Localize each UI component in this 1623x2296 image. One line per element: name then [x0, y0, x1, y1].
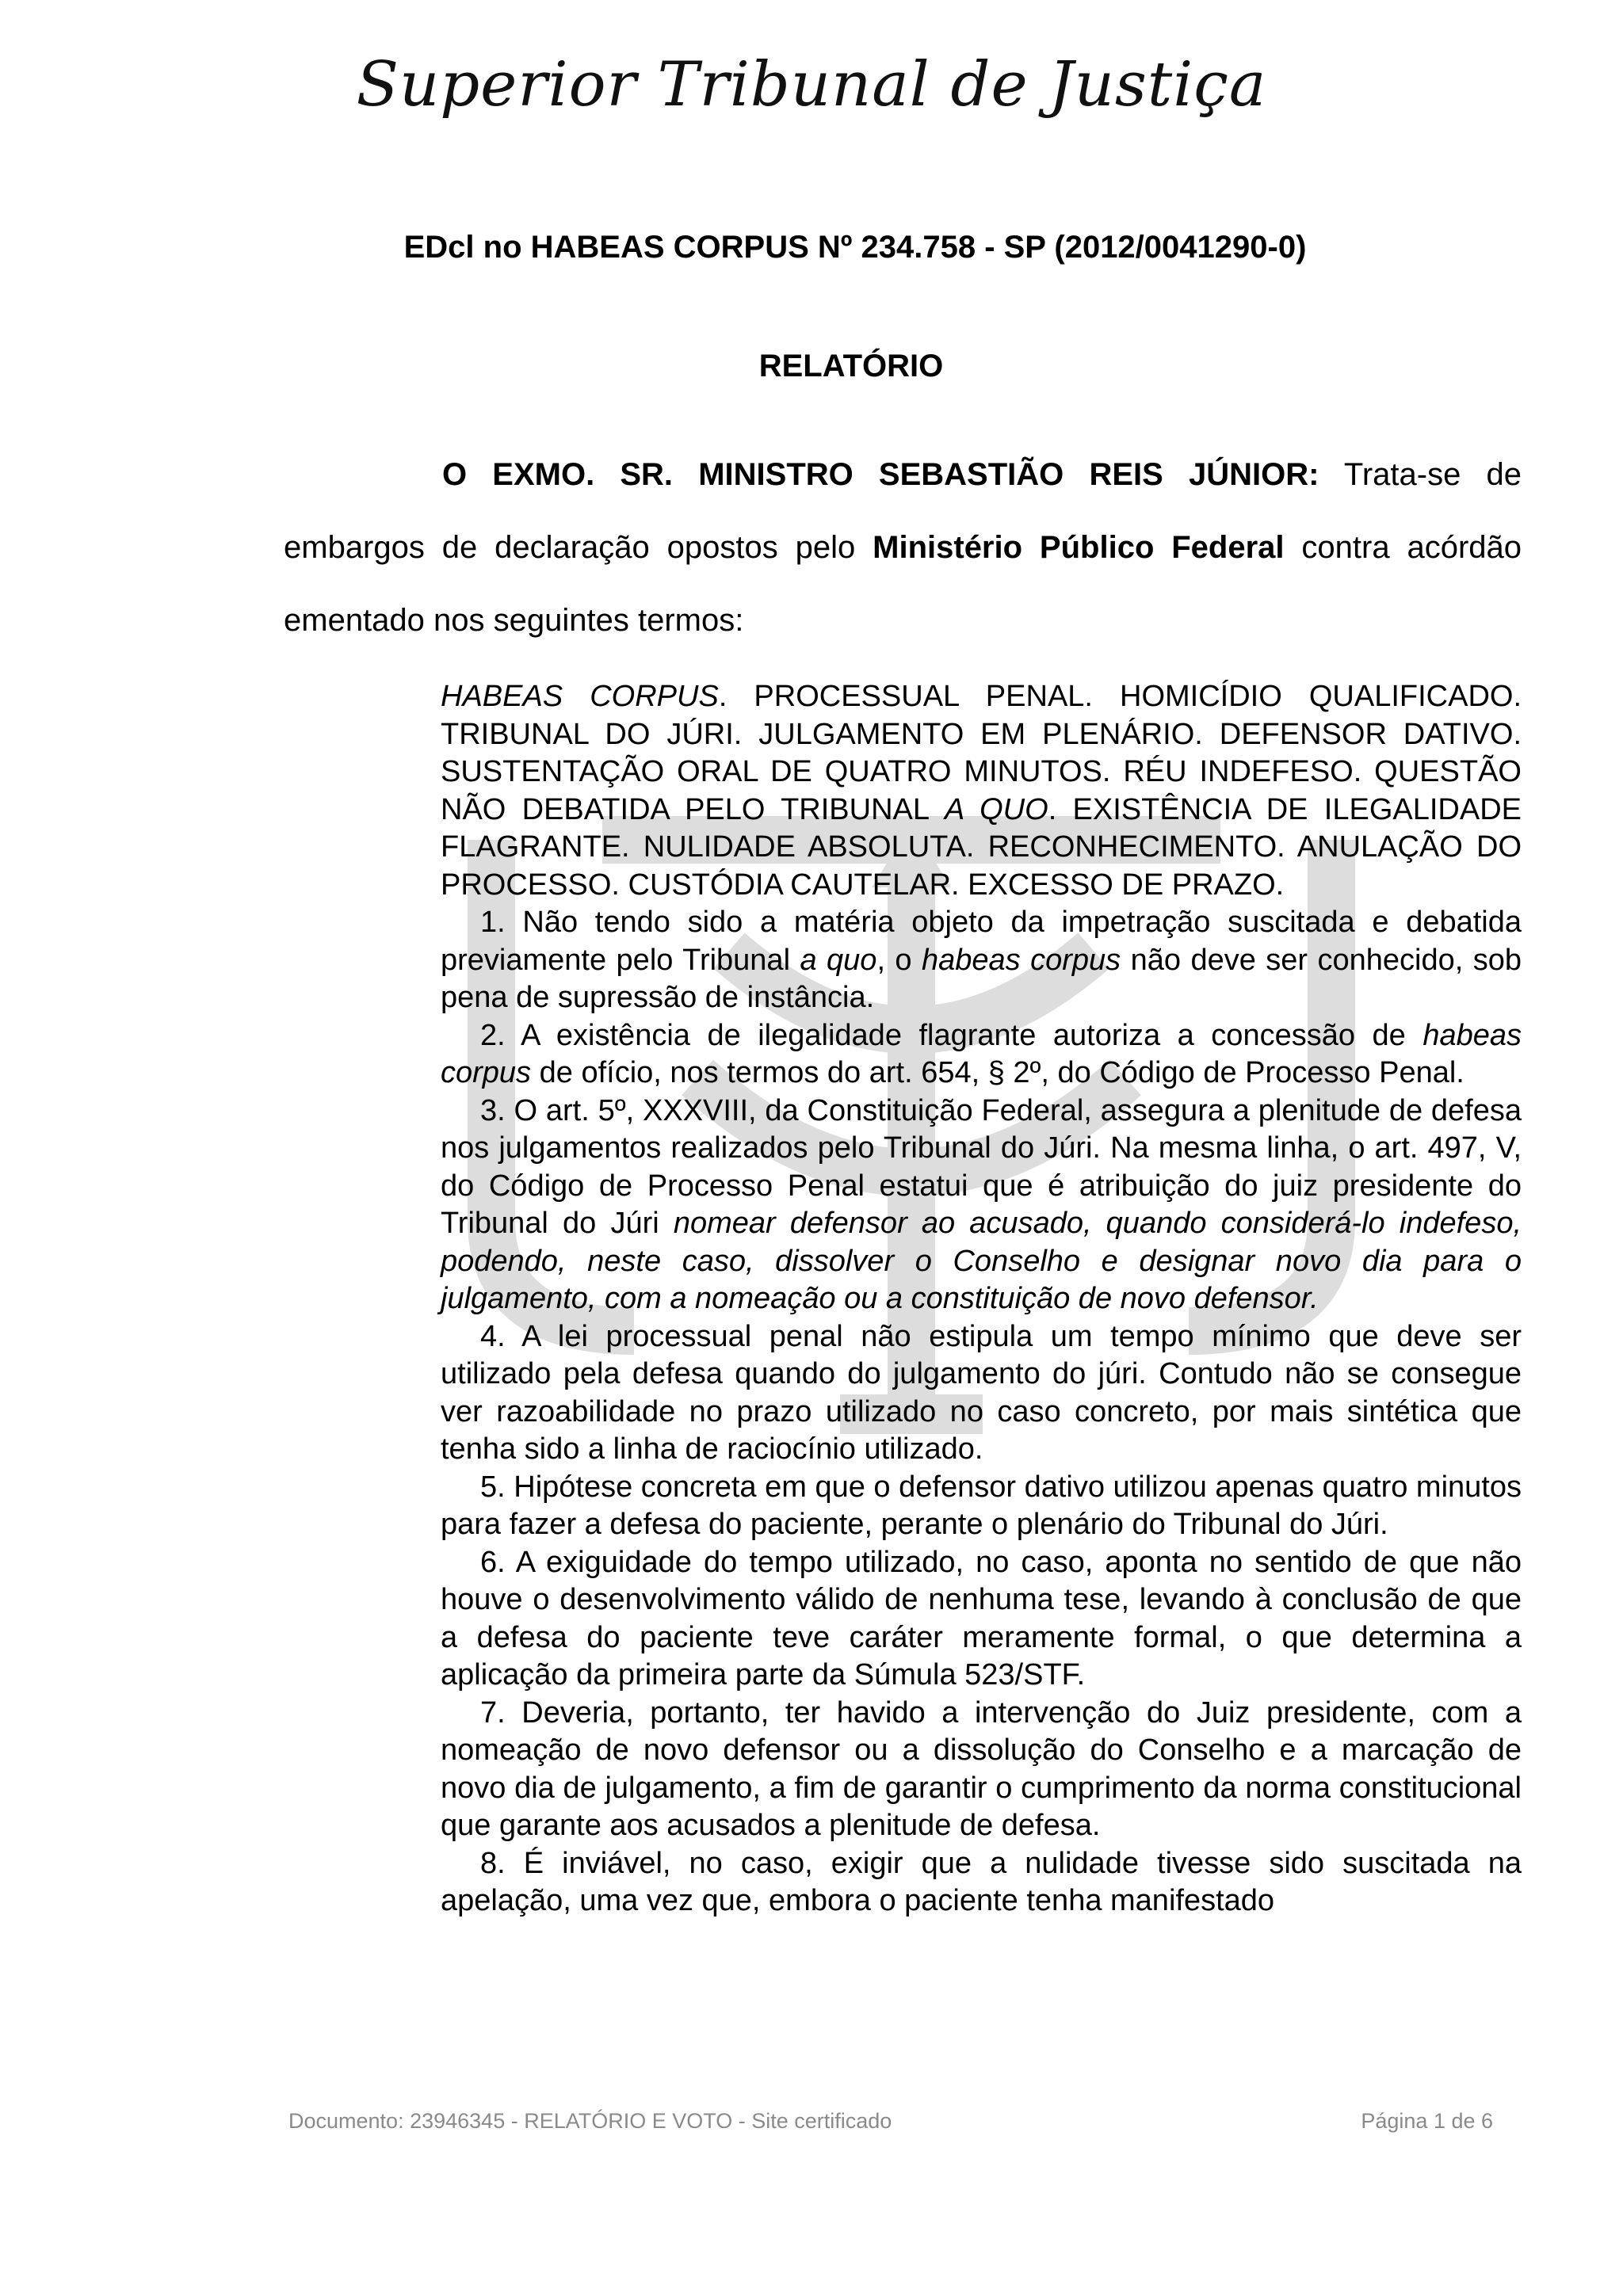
item1-text-a: 1. Não tendo sido a matéria objeto da impetração suscitada e debatida previamente pelo Tribunal	[441, 906, 1522, 977]
intro-paragraph	[284, 438, 1522, 657]
item2-text-a: 2. A existência de ilegalidade flagrante autoriza a concessão de	[480, 1018, 1423, 1052]
ementa-head-3: A QUO	[944, 792, 1048, 826]
ementa-block	[441, 678, 1522, 1920]
item2-text-b: habeas corpus	[441, 1018, 1522, 1089]
ementa-item-8: 8. É inviável, no caso, exigir que a nulidade tivesse sido suscitada na apelação, uma vez que, embora o paciente tenha manifestado	[441, 1846, 1522, 1917]
ementa-item-7: 7. Deveria, portanto, ter havido a intervenção do Juiz presidente, com a nomeação de novo defensor ou a dissolução do Conselho e a marcação de novo dia de julgamento, a fim de garantir o cumprimento da norma constitucional que garante aos acusados a plenitude de defesa.	[441, 1695, 1522, 1842]
ementa-item-4: 4. A lei processual penal não estipula um tempo mínimo que deve ser utilizado pela defesa quando do julgamento do júri. Contudo não se consegue ver razoabilidade no prazo utilizado no caso concreto, por mais sintética que tenha sido a linha de raciocínio utilizado.	[441, 1319, 1522, 1466]
party-name: Ministério Público Federal	[873, 530, 1285, 565]
item1-text-c: , o	[876, 943, 922, 977]
ementa-headnote	[441, 678, 1522, 904]
document-title: EDcl no HABEAS CORPUS Nº 234.758 - SP (2012/0041290-0)	[403, 230, 1307, 265]
speaker-name: O EXMO. SR. MINISTRO SEBASTIÃO REIS JÚNIOR:	[442, 457, 1319, 492]
ementa-head-1: HABEAS CORPUS	[441, 680, 719, 713]
ementa-item-2	[441, 1017, 1522, 1093]
ementa-head-4: . EXISTÊNCIA DE ILEGALIDADE FLAGRANTE. NULIDADE ABSOLUTA. RECONHECIMENTO. ANULAÇÃO DO PROCESSO. CUSTÓDIA CAUTELAR. EXCESSO DE PRAZO.	[441, 792, 1522, 902]
footer-page-number: Página 1 de 6	[1361, 2109, 1493, 2133]
item3-text-b: nomear defensor ao acusado, quando considerá-lo indefeso, podendo, neste caso, dissolver o Conselho e designar novo dia para o julgamento, com a nomeação ou a constituição de novo defensor.	[441, 1207, 1522, 1315]
item3-text-a: 3. O art. 5º, XXXVIII, da Constituição Federal, assegura a plenitude de defesa nos julgamentos realizados pelo Tribunal do Júri. Na mesma linha, o art. 497, V, do Código de Processo Penal estatui que é atribuição do juiz presidente do Tribunal do Júri	[441, 1093, 1522, 1240]
item1-text-d: habeas corpus	[922, 943, 1121, 977]
intro-text-1: Trata-se de embargos de declaração opostos pelo	[284, 457, 1522, 565]
section-heading: RELATÓRIO	[758, 349, 944, 383]
court-name-header: Superior Tribunal de Justiça	[356, 49, 1267, 120]
page-footer	[288, 2109, 1493, 2134]
ementa-item-6: 6. A exiguidade do tempo utilizado, no caso, aponta no sentido de que não houve o desenvolvimento válido de nenhuma tese, levando à conclusão de que a defesa do paciente teve caráter meramente formal, o que determina a aplicação da primeira parte da Súmula 523/STF.	[441, 1545, 1522, 1691]
item1-text-e: não deve ser conhecido, sob pena de supressão de instância.	[441, 943, 1522, 1014]
ementa-item-1	[441, 904, 1522, 1017]
footer-document-info: Documento: 23946345 - RELATÓRIO E VOTO - Site certificado	[288, 2109, 892, 2133]
intro-text-2: contra acórdão ementado nos seguintes termos:	[284, 530, 1522, 638]
ementa-head-2: . PROCESSUAL PENAL. HOMICÍDIO QUALIFICADO. TRIBUNAL DO JÚRI. JULGAMENTO EM PLENÁRIO. DEFENSOR DATIVO. SUSTENTAÇÃO ORAL DE QUATRO MINUTOS. RÉU INDEFESO. QUESTÃO NÃO DEBATIDA PELO TRIBUNAL	[441, 680, 1522, 826]
ementa-item-3	[441, 1093, 1522, 1318]
item1-text-b: a quo	[800, 943, 877, 977]
ementa-item-5: 5. Hipótese concreta em que o defensor dativo utilizou apenas quatro minutos para fazer a defesa do paciente, perante o plenário do Tribunal do Júri.	[441, 1470, 1522, 1541]
item2-text-c: de ofício, nos termos do art. 654, § 2º, do Código de Processo Penal.	[531, 1056, 1465, 1089]
